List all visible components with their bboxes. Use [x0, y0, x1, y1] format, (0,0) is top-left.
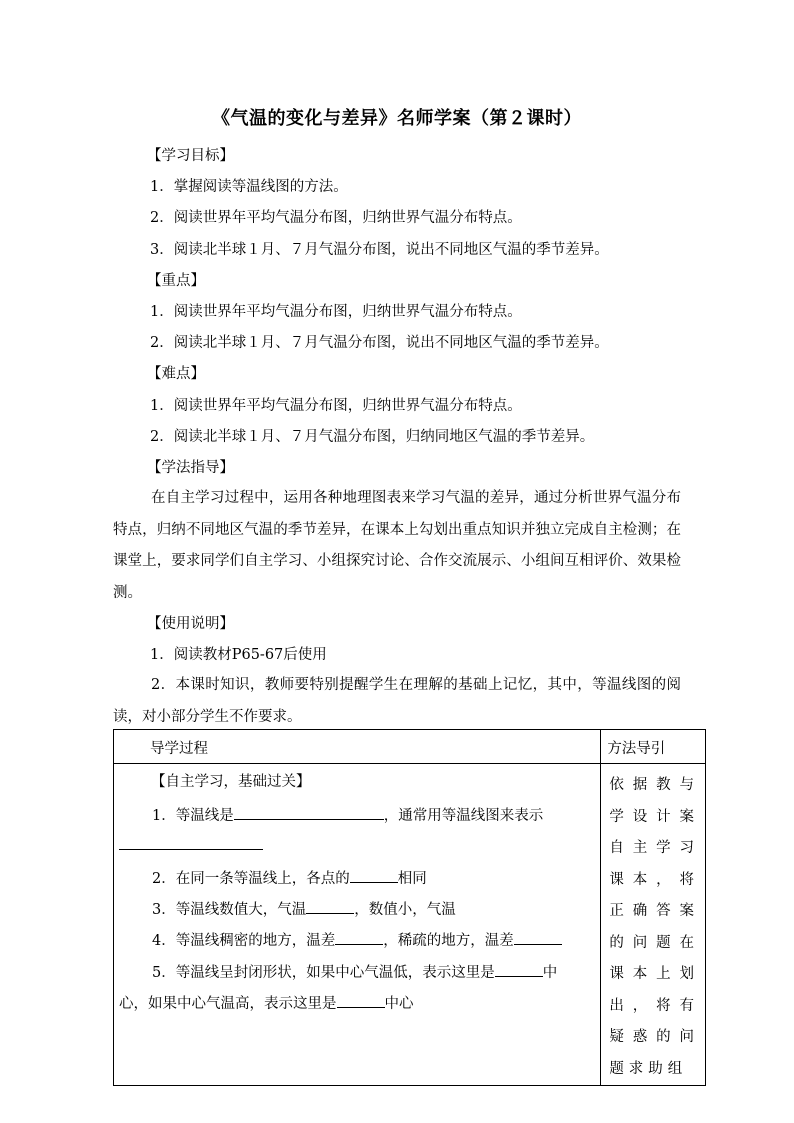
answer-blank[interactable] [495, 961, 543, 977]
usage-item: 2．本课时知识，教师要特别提醒学生在理解的基础上记忆，其中，等温线图的阅读，对小部分学生不作要求。 [113, 677, 681, 725]
question-5-continued: 心，如果中心气温高，表示这里是 中心 [119, 992, 608, 1014]
usage-item: 1．阅读教材P65-67后使用 [150, 647, 327, 663]
question-3: 3．等温线数值大，气温 ，数值小，气温 [152, 898, 641, 920]
method-guide-text: 依据教与学设计案自主学习课本，将正确答案的问题在课本上划出，将有疑惑的问题求助组 [609, 777, 699, 1077]
key-points-heading: 【重点】 [147, 273, 205, 289]
objective-item: 3．阅读北半球１月、７月气温分布图，说出不同地区气温的季节差异。 [150, 242, 609, 258]
method-guide-heading: 【学法指导】 [147, 460, 234, 476]
table-header-process: 导学过程 [114, 730, 601, 764]
study-guide-table [113, 729, 706, 1086]
answer-blank[interactable] [337, 992, 385, 1008]
answer-blank[interactable] [306, 898, 354, 914]
question-2: 2．在同一条等温线上，各点的 相同 [152, 867, 641, 889]
usage-heading: 【使用说明】 [147, 616, 234, 632]
objective-item: 1．掌握阅读等温线图的方法。 [150, 179, 348, 195]
question-1: 1．等温线是 ，通常用等温线图来表示 [152, 804, 641, 826]
difficulty-item: 2．阅读北半球１月、７月气温分布图，归纳同地区气温的季节差异。 [150, 429, 595, 445]
method-guide-paragraph: 在自主学习过程中，运用各种地理图表来学习气温的差异，通过分析世界气温分布特点，归纳不同地区气温的季节差异，在课本上勾划出重点知识并独立完成自主检测；在课堂上，要求同学们自主学习、小组探究讨论、合作交流展示、小组间互相评价、效果检测。 [113, 490, 681, 601]
question-4: 4．等温线稠密的地方，温差 ，稀疏的地方，温差 [152, 929, 641, 951]
difficulties-heading: 【难点】 [147, 366, 205, 382]
self-study-heading: 【自主学习，基础过关】 [151, 774, 311, 790]
key-point-item: 2．阅读北半球１月、７月气温分布图，说出不同地区气温的季节差异。 [150, 335, 609, 351]
question-1-continued [119, 834, 608, 856]
objective-item: 2．阅读世界年平均气温分布图，归纳世界气温分布特点。 [150, 210, 522, 226]
difficulty-item: 1．阅读世界年平均气温分布图，归纳世界气温分布特点。 [150, 398, 522, 414]
guide-process-cell [114, 764, 601, 1086]
document-title: 《气温的变化与差异》名师学案（第２课时） [212, 108, 582, 129]
question-5: 5．等温线呈封闭形状，如果中心气温低，表示这里是 中 [152, 961, 641, 983]
answer-blank[interactable] [514, 929, 562, 945]
table-header-method: 方法导引 [601, 730, 706, 764]
answer-blank[interactable] [335, 929, 383, 945]
answer-blank[interactable] [119, 834, 263, 850]
objectives-heading: 【学习目标】 [147, 148, 234, 164]
answer-blank[interactable] [350, 867, 398, 883]
answer-blank[interactable] [234, 804, 384, 820]
key-point-item: 1．阅读世界年平均气温分布图，归纳世界气温分布特点。 [150, 304, 522, 320]
